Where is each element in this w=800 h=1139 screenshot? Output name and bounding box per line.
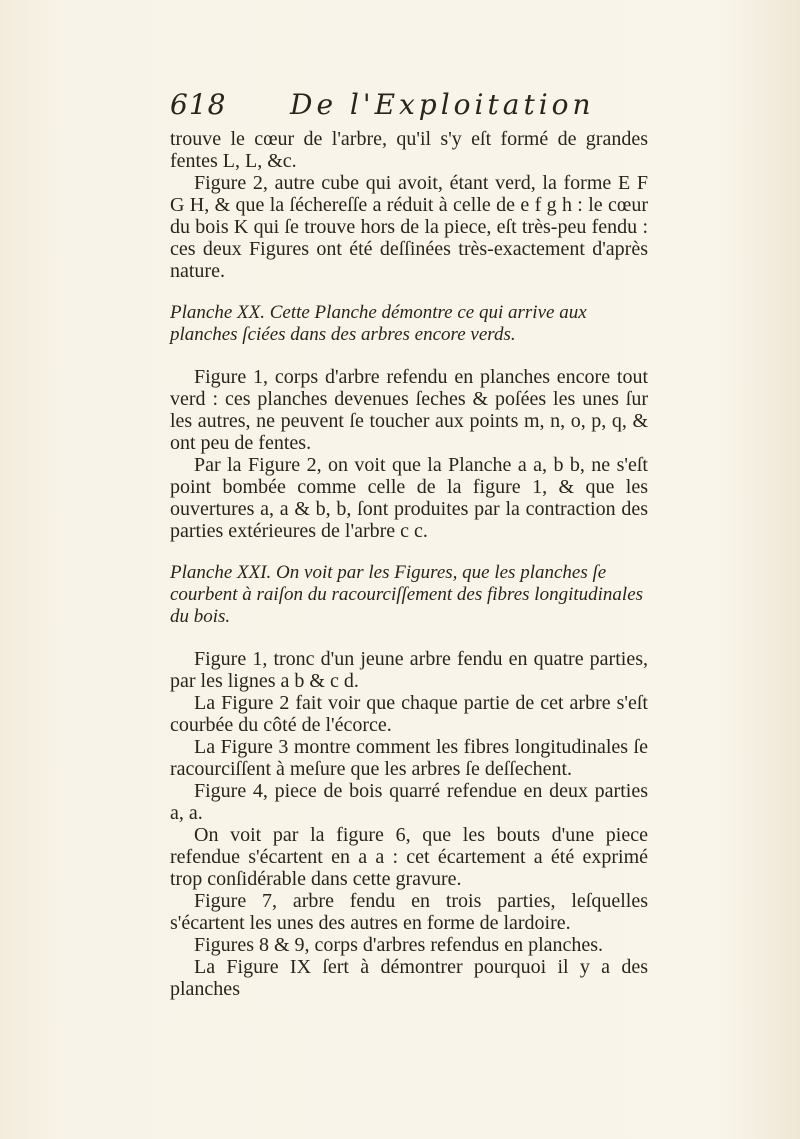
- running-title: De l'Exploitation: [290, 88, 595, 121]
- paragraph-xx-figure-2: Par la Figure 2, on voit que la Planche a a, b b, ne s'eſt point bombée comme celle de la figure 1, & que les ouvertures a, a & b, b, ſont produites par la contraction des parties extérieures de l'arbre c c.: [170, 454, 648, 542]
- paragraph-xxi-figure-3: La Figure 3 montre comment les fibres longitudinales ſe racourciſſent à meſure que les arbres ſe deſſechent.: [170, 736, 648, 780]
- paragraph-xxi-figure-4: Figure 4, piece de bois quarré refendue en deux parties a, a.: [170, 780, 648, 824]
- paragraph-xxi-figure-1: Figure 1, tronc d'un jeune arbre fendu en quatre parties, par les lignes a b & c d.: [170, 648, 648, 692]
- page-number: 618: [170, 88, 227, 121]
- paragraph-xxi-figure-ix: La Figure IX ſert à démontrer pourquoi il y a des planches: [170, 956, 648, 1000]
- heading-planche-xx: Planche XX. Cette Planche démontre ce qui arrive aux planches ſciées dans des arbres encore verds.: [170, 302, 587, 345]
- paragraph-xxi-figures-8-9: Figures 8 & 9, corps d'arbres refendus en planches.: [194, 934, 604, 956]
- paragraph-xx-figure-1: Figure 1, corps d'arbre refendu en planches encore tout verd : ces planches devenues ſeches & poſées les unes ſur les autres, ne peuvent ſe toucher aux points m, n, o, p, q, & ont peu de fentes.: [170, 366, 648, 454]
- heading-planche-xxi: Planche XXI. On voit par les Figures, que les planches ſe courbent à raiſon du racourciſſement des fibres longitudinales du bois.: [170, 562, 644, 627]
- page-header: [170, 88, 650, 128]
- paragraph-continuation: trouve le cœur de l'arbre, qu'il s'y eſt formé de grandes fentes L, L, &c.: [170, 128, 648, 172]
- paragraph-xxi-figure-6: On voit par la figure 6, que les bouts d'une piece refendue s'écartent en a a : cet écartement a été exprimé trop conſidérable dans cette gravure.: [170, 824, 648, 890]
- paragraph-xxi-figure-2: La Figure 2 fait voir que chaque partie de cet arbre s'eſt courbée du côté de l'écorce.: [170, 692, 648, 736]
- paragraph-xxi-figure-7: Figure 7, arbre fendu en trois parties, leſquelles s'écartent les unes des autres en forme de lardoire.: [170, 890, 648, 934]
- paragraph-figure-2: Figure 2, autre cube qui avoit, étant verd, la forme E F G H, & que la ſéchereſſe a réduit à celle de e f g h : le cœur du bois K qui ſe trouve hors de la piece, eſt très-peu fendu : ces deux Figures ont été deſſinées très-exactement d'après nature.: [170, 172, 648, 282]
- page-body: [170, 128, 648, 1000]
